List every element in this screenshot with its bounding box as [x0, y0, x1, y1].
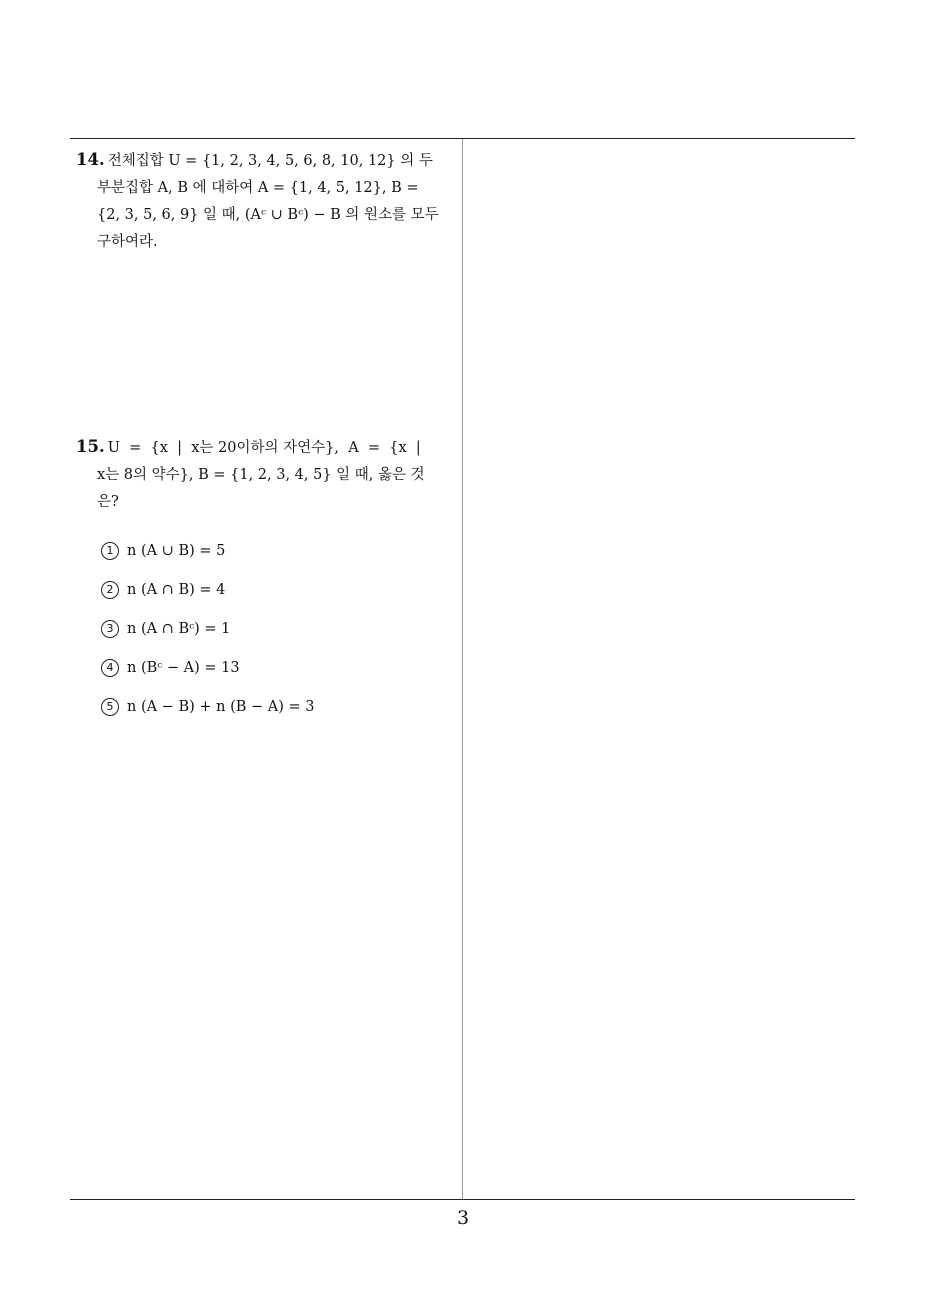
choice-5-text: n (A − B) + n (B − A) = 3: [127, 698, 315, 715]
problem-14-line-3: {2, 3, 5, 6, 9} 일 때, (Aᶜ ∪ Bᶜ) − B 의 원소를 모두: [97, 207, 439, 223]
choice-1[interactable]: [101, 531, 314, 570]
problem-14-number: 14.: [76, 150, 105, 169]
problem-15-line-2: x는 8의 약수}, B = {1, 2, 3, 4, 5} 일 때, 옳은 것: [97, 467, 425, 483]
choice-3-text: n (A ∩ Bᶜ) = 1: [127, 620, 231, 637]
problem-15-text-1: U = {x | x는 20이하의 자연수}, A = {x |: [107, 440, 421, 456]
problem-15: [76, 433, 456, 516]
choice-2-text: n (A ∩ B) = 4: [127, 581, 226, 598]
problem-14: [76, 146, 456, 256]
page-number: 3: [456, 1207, 470, 1229]
problem-15-line-3: 은?: [97, 494, 119, 510]
choice-2-mark: 2: [101, 581, 119, 599]
choice-4[interactable]: [101, 648, 314, 687]
choice-5-mark: 5: [101, 698, 119, 716]
choice-3[interactable]: [101, 609, 314, 648]
choice-4-text: n (Bᶜ − A) = 13: [127, 659, 240, 676]
problem-15-line-1: [76, 433, 456, 462]
problem-14-text-1: 전체집합 U = {1, 2, 3, 4, 5, 6, 8, 10, 12} 의 두: [107, 153, 433, 169]
choice-1-mark: 1: [101, 542, 119, 560]
problem-14-line-2: 부분집합 A, B 에 대하여 A = {1, 4, 5, 12}, B =: [97, 180, 419, 196]
problem-14-line-4: 구하여라.: [97, 234, 158, 250]
choice-1-text: n (A ∪ B) = 5: [127, 542, 226, 559]
bottom-rule: [70, 1199, 855, 1200]
choice-4-mark: 4: [101, 659, 119, 677]
problem-15-number: 15.: [76, 437, 105, 456]
problem-15-choices: [101, 531, 314, 726]
problem-14-line-1: [76, 146, 456, 175]
choice-3-mark: 3: [101, 620, 119, 638]
column-divider: [462, 139, 463, 1199]
choice-5[interactable]: [101, 687, 314, 726]
choice-2[interactable]: [101, 570, 314, 609]
